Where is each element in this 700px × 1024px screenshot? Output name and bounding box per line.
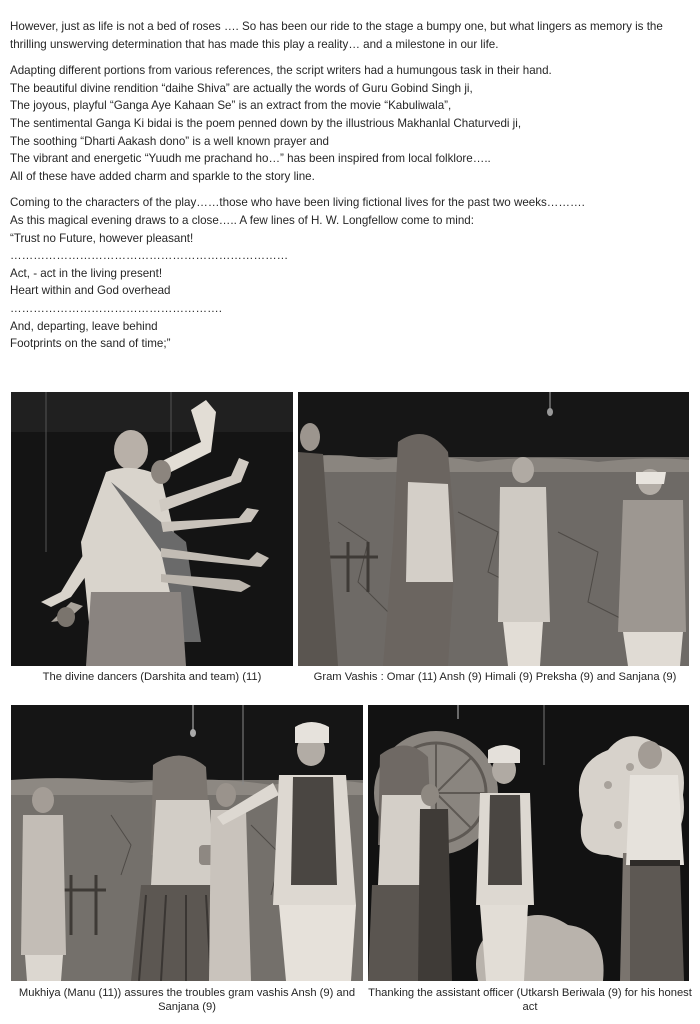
text-line: Coming to the characters of the play……those who have been living fictional lives for the past two weeks……….	[10, 196, 585, 210]
stage-photo-illustration	[298, 392, 689, 666]
text-line: The joyous, playful “Ganga Aye Kahaan Se” is an extract from the movie “Kabuliwala”,	[10, 99, 452, 113]
photo-caption: Thanking the assistant officer (Utkarsh Beriwala (9) for his honest act	[368, 987, 692, 1013]
poem-line: “Trust no Future, however pleasant!	[10, 231, 194, 245]
poem-line: And, departing, leave behind	[10, 319, 158, 333]
paragraph-closing-poem	[10, 194, 694, 352]
text-line: The sentimental Ganga Ki bidai is the poem penned down by the illustrious Makhanlal Chaturvedi ji,	[10, 116, 522, 130]
stage-photo-illustration	[11, 392, 293, 666]
poem-line: Heart within and God overhead	[10, 284, 171, 298]
poem-line: Act, - act in the living present!	[10, 266, 163, 280]
article-text	[10, 18, 694, 362]
paragraph-intro	[10, 18, 694, 53]
photo-mukhiya	[11, 705, 363, 981]
poem-ellipsis: ………………………………………………………………	[10, 249, 289, 263]
text-line: All of these have added charm and sparkle to the story line.	[10, 169, 315, 183]
text-line: The soothing “Dharti Aakash dono” is a well known prayer and	[10, 134, 330, 148]
poem-line: Footprints on the sand of time;”	[10, 337, 171, 351]
photo-caption: Mukhiya (Manu (11)) assures the troubles gram vashis Ansh (9) and Sanjana (9)	[18, 987, 356, 1013]
photo-divine-dancers	[11, 392, 293, 666]
stage-photo-illustration	[368, 705, 689, 981]
poem-ellipsis: ……………………………………………….	[10, 301, 222, 315]
text-line: As this magical evening draws to a close….. A few lines of H. W. Longfellow come to mind:	[10, 213, 474, 227]
photo-assistant-officer	[368, 705, 689, 981]
text-line: The beautiful divine rendition “daihe Shiva” are actually the words of Guru Gobind Singh ji,	[10, 81, 473, 95]
stage-photo-illustration	[11, 705, 363, 981]
text-line: Adapting different portions from various references, the script writers had a humungous task in their hand.	[10, 64, 552, 78]
photo-gram-vashis	[298, 392, 689, 666]
text-line: However, just as life is not a bed of roses …. So has been our ride to the stage a bumpy one, but what lingers as memory is the	[10, 20, 663, 33]
text-line: thrilling unswerving determination that has made this play a reality… and a milestone in our life.	[10, 37, 499, 51]
text-line: The vibrant and energetic “Yuudh me prachand ho…” has been inspired from local folklore…..	[10, 152, 491, 166]
photo-caption: Gram Vashis : Omar (11) Ansh (9) Himali (9) Preksha (9) and Sanjana (9)	[313, 671, 677, 683]
paragraph-script-sources	[10, 62, 694, 185]
photo-caption: The divine dancers (Darshita and team) (11)	[42, 671, 262, 683]
